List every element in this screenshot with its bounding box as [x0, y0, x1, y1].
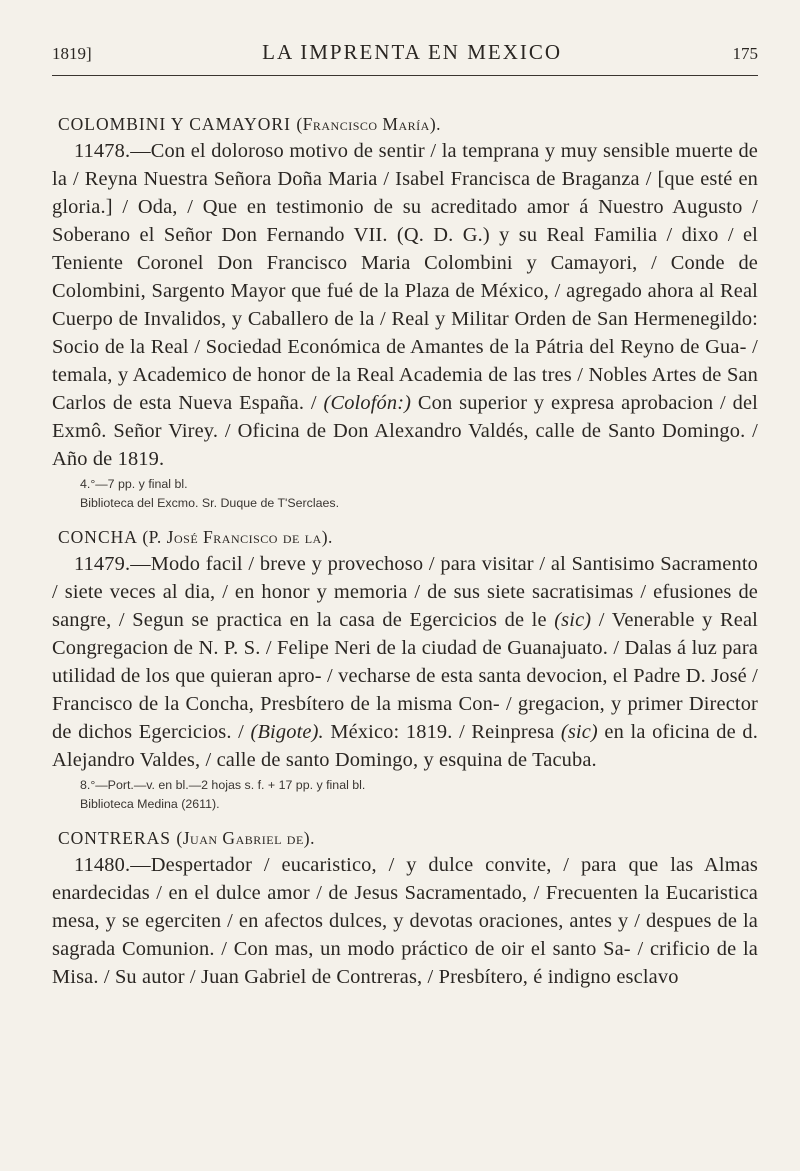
header-rule: [52, 75, 758, 76]
entry-meta: [52, 475, 758, 513]
entry-text: 11479.—Modo facil / breve y provechoso / para visitar / al Santisimo Sacramento / siete veces al dia, / en honor y memoria / de sus siete sacratisimas / efusiones de sangre, / Segun se practica en la casa de Egercicios de le (sic) / Venerable y Real Congregacion de N. P. S. / Felipe Neri de la ciudad de Guanajuato. / Dalas á luz para utilidad de los que quieran apro- / vecharse de esta santa devocion, el Padre D. José / Francisco de la Concha, Presbítero de la misma Con- / gregacion, y primer Director de dichos Egercicios. / (Bigote). México: 1819. / Reinpresa (sic) en la oficina de d. Alejandro Valdes, / calle de santo Domingo, y esquina de Tacuba.: [52, 553, 758, 771]
entry-format: 8.°—Port.—v. en bl.—2 hojas s. f. + 17 pp. y final bl.: [80, 778, 366, 792]
header-title: LA IMPRENTA EN MEXICO: [262, 40, 563, 64]
entry-concha: [52, 527, 758, 814]
entry-author: CONTRERAS: [58, 828, 172, 848]
entry-library: Biblioteca del Excmo. Sr. Duque de T'Serclaes.: [80, 496, 340, 510]
entry-text: 11478.—Con el doloroso motivo de sentir / la temprana y muy sensible muerte de la / Reyna Nuestra Señora Doña Maria / Isabel Francisca de Braganza / [que esté en gloria.] / Oda, / Que en testimonio de su acreditado amor á Nuestro Augusto / Soberano el Señor Don Fernando VII. (Q. D. G.) y su Real Familia / dixo / el Teniente Coronel Don Francisco Maria Colombini y Camayori, / Conde de Colombini, Sargento Mayor que fué de la Plaza de México, / agregado ahora al Real Cuerpo de Invalidos, y Caballero de la / Real y Militar Orden de San Hermenegildo: Socio de la Real / Sociedad Económica de Amantes de la Pátria del Reyno de Gua- / temala, y Academico de honor de la Real Academia de las tres / Nobles Artes de San Carlos de esta Nueva España. / (Colofón:) Con superior y expresa aprobacion / del Exmô. Señor Virey. / Oficina de Don Alexandro Valdés, calle de Santo Domingo. / Año de 1819.: [52, 140, 758, 470]
entry-library: Biblioteca Medina (2611).: [80, 797, 220, 811]
entry-author: CONCHA: [58, 527, 137, 547]
entry-heading: [52, 527, 758, 548]
entry-meta: [52, 776, 758, 814]
entry-heading: [52, 828, 758, 849]
entry-contreras: [52, 828, 758, 991]
page-number: 175: [732, 44, 758, 63]
entry-author-given: (Juan Gabriel de).: [176, 828, 315, 848]
running-head: [52, 40, 758, 65]
entry-author: COLOMBINI Y CAMAYORI: [58, 114, 291, 134]
entry-author-given: (P. José Francisco de la).: [142, 527, 333, 547]
entry-author-given: (Francisco María).: [296, 114, 442, 134]
book-page: [52, 40, 758, 1005]
entry-colombini: [52, 114, 758, 513]
header-year: 1819]: [52, 44, 92, 63]
entry-heading: [52, 114, 758, 135]
entry-format: 4.°—7 pp. y final bl.: [80, 477, 188, 491]
entry-text: 11480.—Despertador / eucaristico, / y dulce convite, / para que las Almas enardecidas / en el dulce amor / de Jesus Sacramentado, / Frecuenten la Eucaristica mesa, y se egerciten / en afectos dulces, y devotas oraciones, antes y / despues de la sagrada Comunion. / Con mas, un modo práctico de oir el santo Sa- / crificio de la Misa. / Su autor / Juan Gabriel de Contreras, / Presbítero, é indigno esclavo: [52, 854, 758, 988]
